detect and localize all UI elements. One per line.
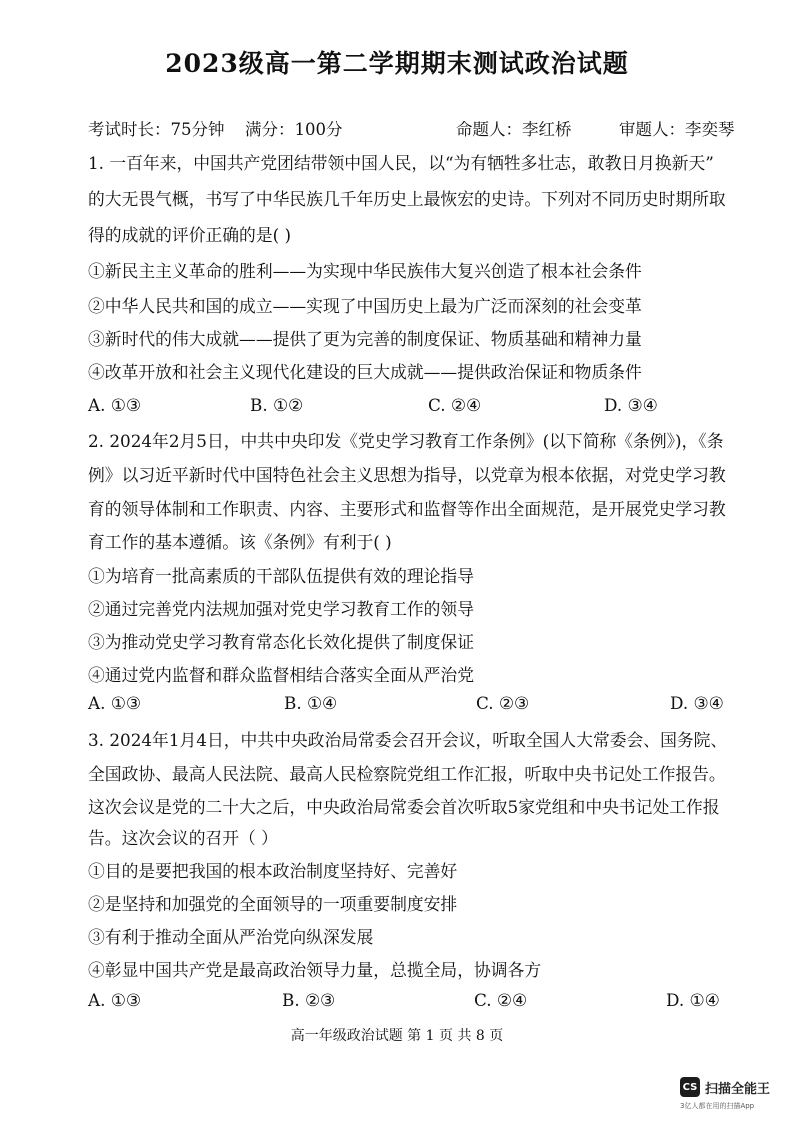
q2-option-b: B. ①④ bbox=[284, 693, 338, 713]
q3-stem-line: 这次会议是党的二十大之后，中央政治局常委会首次听取5家党组和中央书记处工作报 bbox=[88, 797, 720, 817]
q3-statement: ④彰显中国共产党是最高政治领导力量，总揽全局，协调各方 bbox=[88, 960, 542, 980]
q1-statement: ③新时代的伟大成就——提供了更为完善的制度保证、物质基础和精神力量 bbox=[88, 329, 642, 349]
q1-option-c: C. ②④ bbox=[428, 395, 481, 415]
q3-stem-line: 全国政协、最高人民法院、最高人民检察院党组工作汇报，听取中央书记处工作报告。 bbox=[88, 764, 726, 784]
q3-statement: ③有利于推动全面从严治党向纵深发展 bbox=[88, 927, 374, 947]
watermark-name: 扫描全能王 bbox=[705, 1081, 771, 1097]
camscanner-logo-icon: CS bbox=[680, 1077, 700, 1097]
q2-statement: ③为推动党史学习教育常态化长效化提供了制度保证 bbox=[88, 632, 474, 652]
q3-statement: ②是坚持和加强党的全面领导的一项重要制度安排 bbox=[88, 894, 458, 914]
q2-statement: ②通过完善党内法规加强对党史学习教育工作的领导 bbox=[88, 599, 474, 619]
exam-full-score: 满分：100分 bbox=[245, 120, 343, 139]
q3-option-a: A. ①③ bbox=[88, 990, 141, 1010]
exam-duration: 考试时长：75分钟 bbox=[88, 120, 225, 139]
q1-stem-line: 得的成就的评价正确的是( ) bbox=[88, 225, 292, 245]
q2-option-a: A. ①③ bbox=[88, 693, 141, 713]
q1-statement: ②中华人民共和国的成立——实现了中国历史上最为广泛而深刻的社会变革 bbox=[88, 296, 642, 316]
q1-stem-line: 1. 一百年来，中国共产党团结带领中国人民，以“为有牺牲多壮志，敢教日月换新天” bbox=[88, 153, 714, 173]
exam-reviewer: 审题人：李奕琴 bbox=[619, 120, 735, 139]
q3-stem-line: 告。这次会议的召开（ ） bbox=[88, 828, 278, 848]
q1-option-b: B. ①② bbox=[250, 395, 304, 415]
q3-option-c: C. ②④ bbox=[474, 990, 527, 1010]
q1-statement: ①新民主主义革命的胜利——为实现中华民族伟大复兴创造了根本社会条件 bbox=[88, 261, 642, 281]
q3-statement: ①目的是要把我国的根本政治制度坚持好、完善好 bbox=[88, 861, 458, 881]
q1-option-a: A. ①③ bbox=[88, 395, 141, 415]
q2-stem-line: 2. 2024年2月5日，中共中央印发《党史学习教育工作条例》(以下简称《条例》)，《条 bbox=[88, 431, 724, 451]
q3-option-b: B. ②③ bbox=[282, 990, 336, 1010]
q2-option-c: C. ②③ bbox=[476, 693, 529, 713]
q2-option-d: D. ③④ bbox=[670, 693, 724, 713]
scanner-watermark bbox=[680, 1077, 770, 1097]
q2-statement: ④通过党内监督和群众监督相结合落实全面从严治党 bbox=[88, 665, 474, 685]
exam-title: 2023级高一第二学期期末测试政治试题 bbox=[165, 49, 629, 78]
q3-stem-line: 3. 2024年1月4日，中共中央政治局常委会召开会议，听取全国人大常委会、国务院、 bbox=[88, 730, 728, 750]
q1-option-d: D. ③④ bbox=[604, 395, 658, 415]
watermark-tagline: 3亿人都在用的扫描App bbox=[680, 1102, 755, 1110]
exam-author: 命题人：李红桥 bbox=[456, 120, 572, 139]
q3-option-d: D. ①④ bbox=[666, 990, 720, 1010]
page-footer: 高一年级政治试题 第 1 页 共 8 页 bbox=[290, 1028, 504, 1044]
q2-stem-line: 育工作的基本遵循。该《条例》有利于( ) bbox=[88, 532, 392, 552]
q2-statement: ①为培育一批高素质的干部队伍提供有效的理论指导 bbox=[88, 566, 474, 586]
q2-stem-line: 育的领导体制和工作职责、内容、主要形式和监督等作出全面规范，是开展党史学习教 bbox=[88, 499, 726, 519]
q1-statement: ④改革开放和社会主义现代化建设的巨大成就——提供政治保证和物质条件 bbox=[88, 362, 642, 382]
q2-stem-line: 例》以习近平新时代中国特色社会主义思想为指导，以党章为根本依据，对党史学习教 bbox=[88, 465, 726, 485]
q1-stem-line: 的大无畏气概，书写了中华民族几千年历史上最恢宏的史诗。下列对不同历史时期所取 bbox=[88, 189, 726, 209]
